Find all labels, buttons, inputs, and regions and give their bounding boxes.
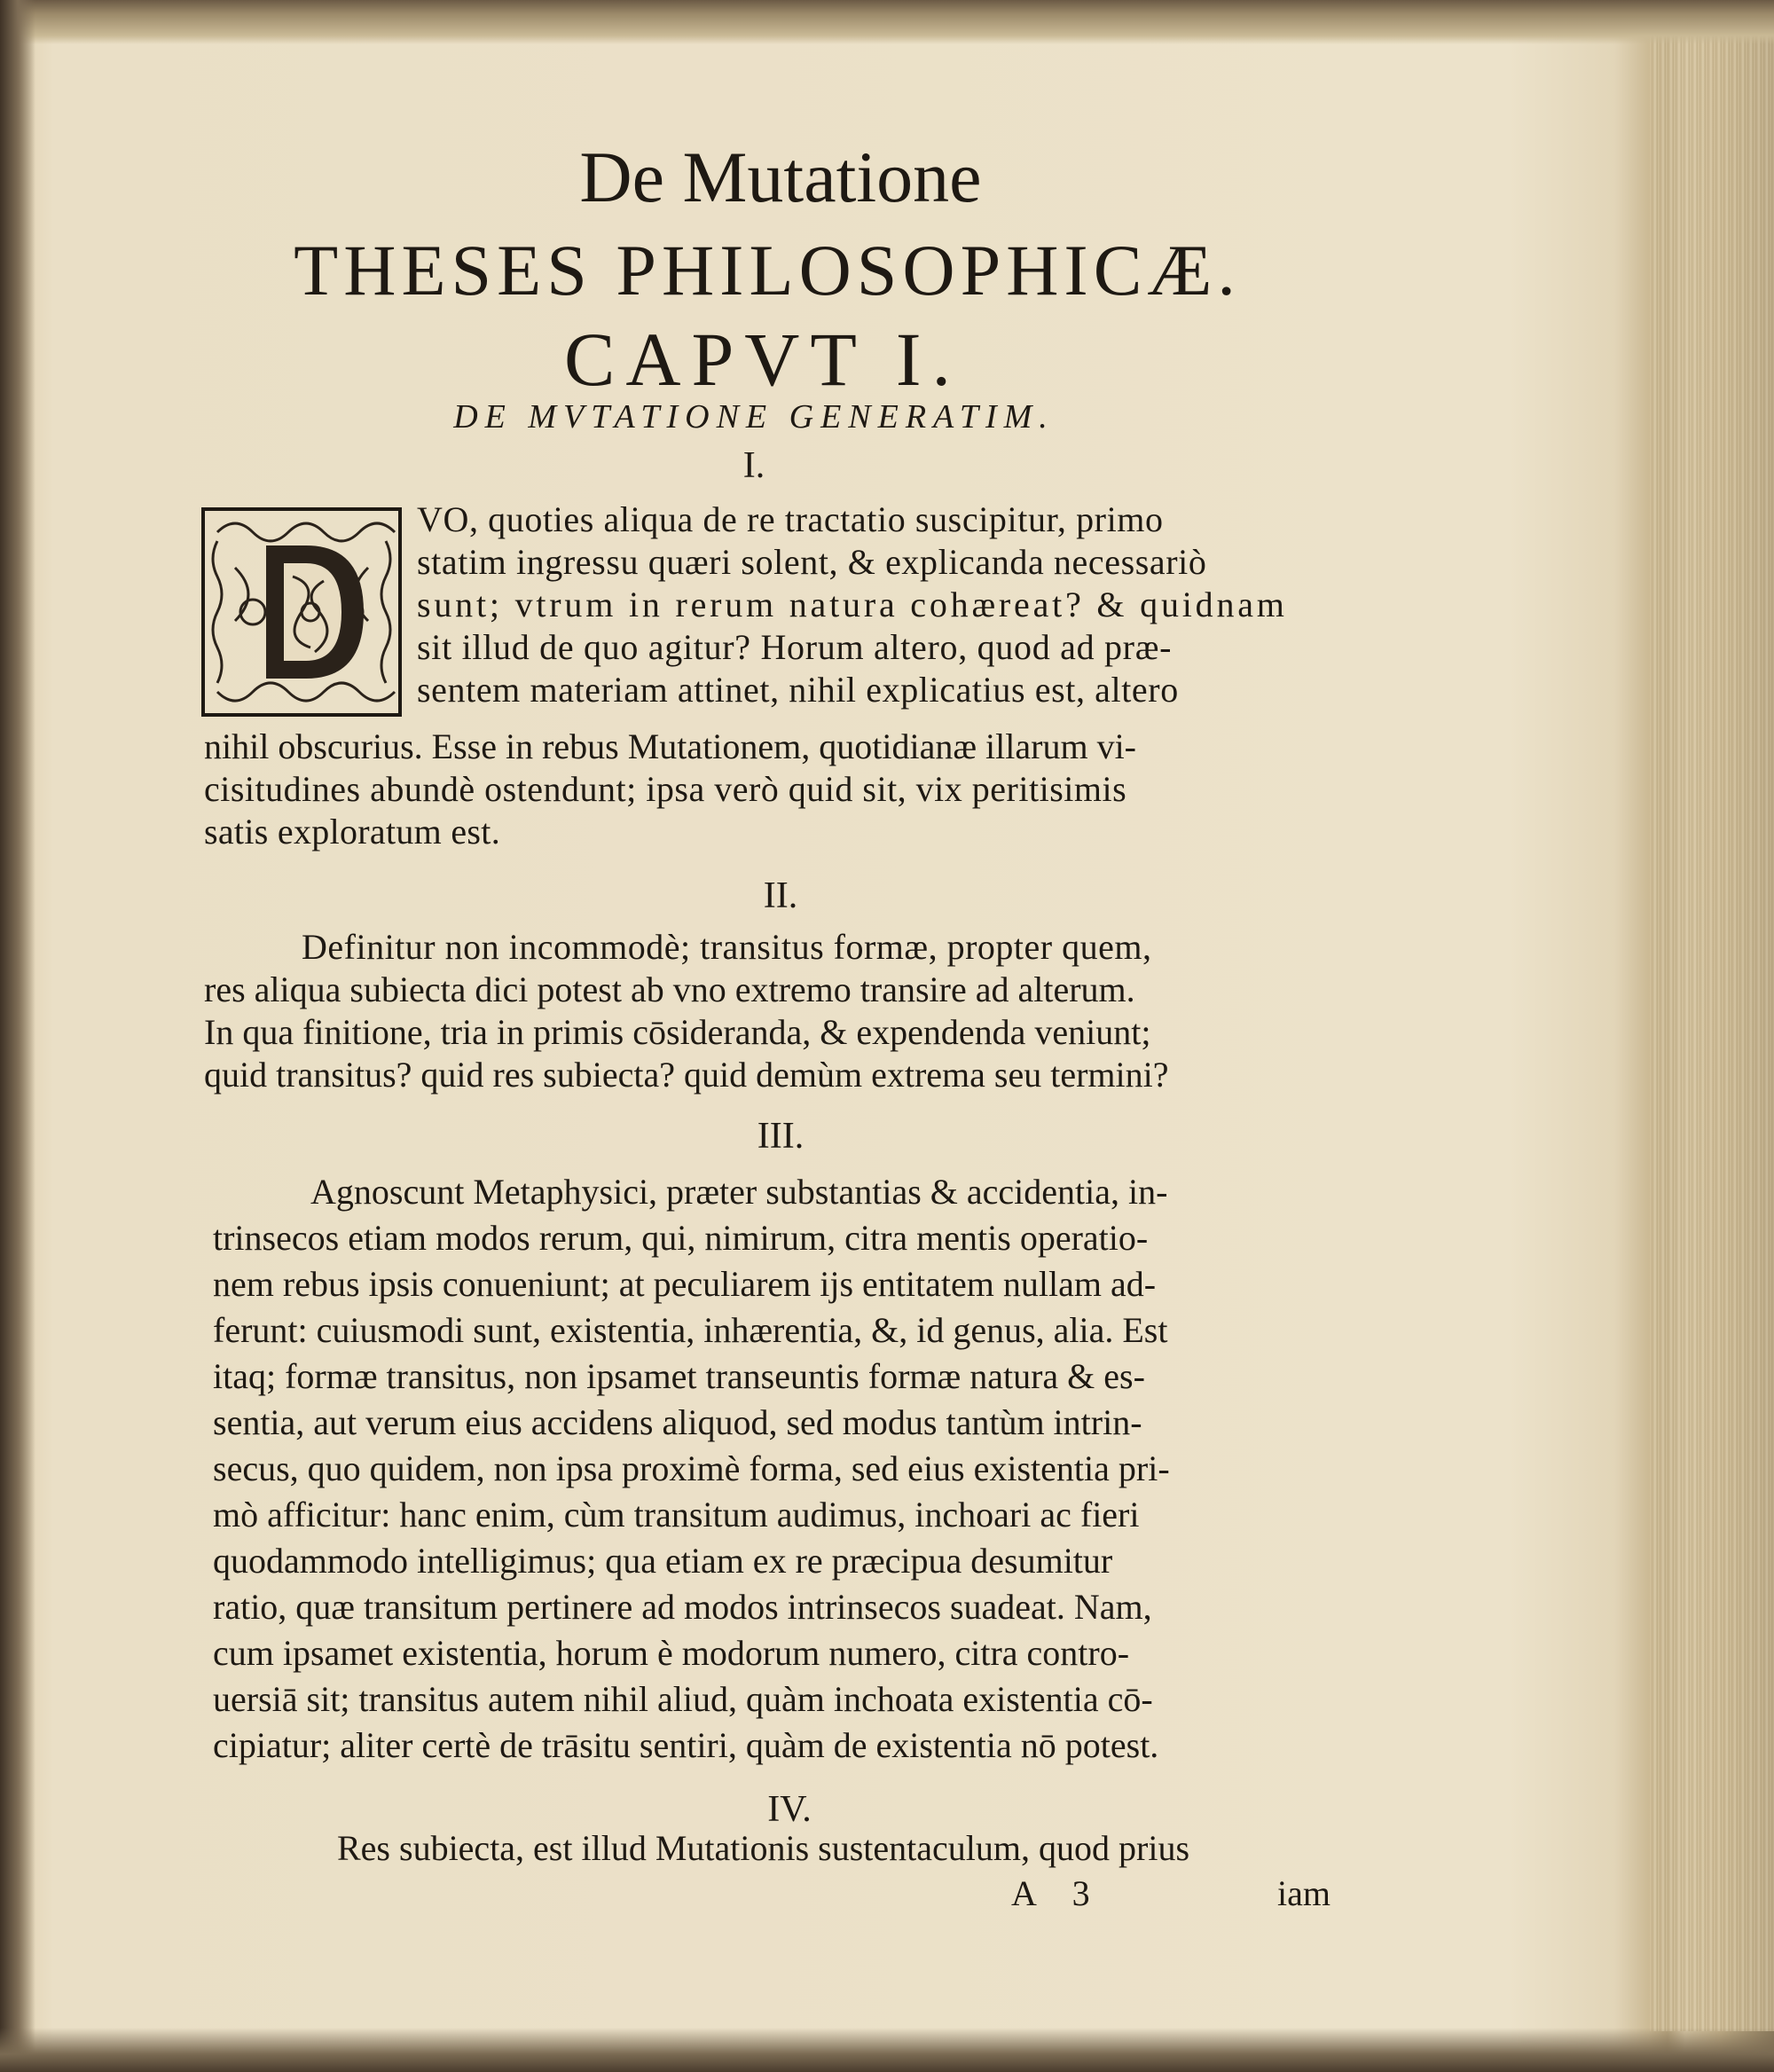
signature-mark: A 3 — [1011, 1873, 1104, 1913]
text-line: Agnoscunt Metaphysici, præter substantias & accidentia, in- — [310, 1172, 1168, 1212]
text-line: sunt; vtrum in rerum natura cohæreat? & quidnam — [417, 585, 1288, 624]
text-line: uersiā sit; transitus autem nihil aliud, quàm inchoata existentia cō- — [213, 1679, 1153, 1719]
text-line: res aliqua subiecta dici potest ab vno extremo transire ad alterum. — [204, 969, 1135, 1009]
chapter-title: CAPVT I. — [563, 317, 962, 402]
text-line: ratio, quæ transitum pertinere ad modos intrinsecos suadeat. Nam, — [213, 1587, 1152, 1627]
text-line: sentia, aut verum eius accidens aliquod, sed modus tantùm intrin- — [213, 1402, 1142, 1442]
text-line: ferunt: cuiusmodi sunt, existentia, inhærentia, &, id genus, alia. Est — [213, 1310, 1168, 1350]
text-line: Definitur non incommodè; transitus formæ, propter quem, — [302, 927, 1152, 967]
text-line: cisitudines abundè ostendunt; ipsa verò quid sit, vix peritisimis — [204, 769, 1127, 809]
text-line: quodammodo intelligimus; qua etiam ex re præcipua desumitur — [213, 1541, 1113, 1581]
section-number-2: II. — [763, 875, 798, 916]
title-line-2: THESES PHILOSOPHICÆ. — [294, 230, 1241, 310]
title-line-1: De Mutatione — [579, 137, 982, 217]
catchword: iam — [1277, 1873, 1330, 1913]
text-line: satis exploratum est. — [204, 812, 501, 852]
section-number-3: III. — [757, 1116, 805, 1157]
text-line: cum ipsamet existentia, horum è modorum numero, citra contro- — [213, 1633, 1130, 1673]
text-line: Res subiecta, est illud Mutationis sustentaculum, quod prius — [337, 1828, 1190, 1868]
text-line: sit illud de quo agitur? Horum altero, quod ad præ- — [417, 627, 1173, 667]
text-line: mò afficitur: hanc enim, cùm transitum audimus, inchoari ac fieri — [213, 1495, 1140, 1534]
text-line: itaq; formæ transitus, non ipsamet transeuntis formæ natura & es- — [213, 1356, 1145, 1396]
text-line: VO, quoties aliqua de re tractatio suscipitur, primo — [417, 499, 1164, 539]
text-line: quid transitus? quid res subiecta? quid demùm extrema seu termini? — [204, 1055, 1169, 1095]
text-line: cipiatur; aliter certè de trāsitu sentiri, quàm de existentia nō potest. — [213, 1725, 1159, 1765]
section-number-1: I. — [742, 445, 765, 486]
text-line: statim ingressu quæri solent, & explicanda necessariò — [417, 542, 1207, 582]
section-number-4: IV. — [767, 1789, 812, 1830]
text-line: secus, quo quidem, non ipsa proximè forma, sed eius existentia pri- — [213, 1448, 1170, 1488]
text-line: sentem materiam attinet, nihil explicatius est, altero — [417, 670, 1179, 710]
decorated-initial-d-icon — [200, 506, 404, 718]
text-line: nem rebus ipsis conueniunt; at peculiarem ijs entitatem nullam ad- — [213, 1264, 1157, 1304]
chapter-subheading: DE MVTATIONE GENERATIM. — [453, 398, 1055, 436]
text-line: nihil obscurius. Esse in rebus Mutationem, quotidianæ illarum vi- — [204, 726, 1136, 766]
text-line: In qua finitione, tria in primis cōsideranda, & expendenda veniunt; — [204, 1012, 1151, 1052]
text-line: trinsecos etiam modos rerum, qui, nimirum, citra mentis operatio- — [213, 1218, 1149, 1258]
